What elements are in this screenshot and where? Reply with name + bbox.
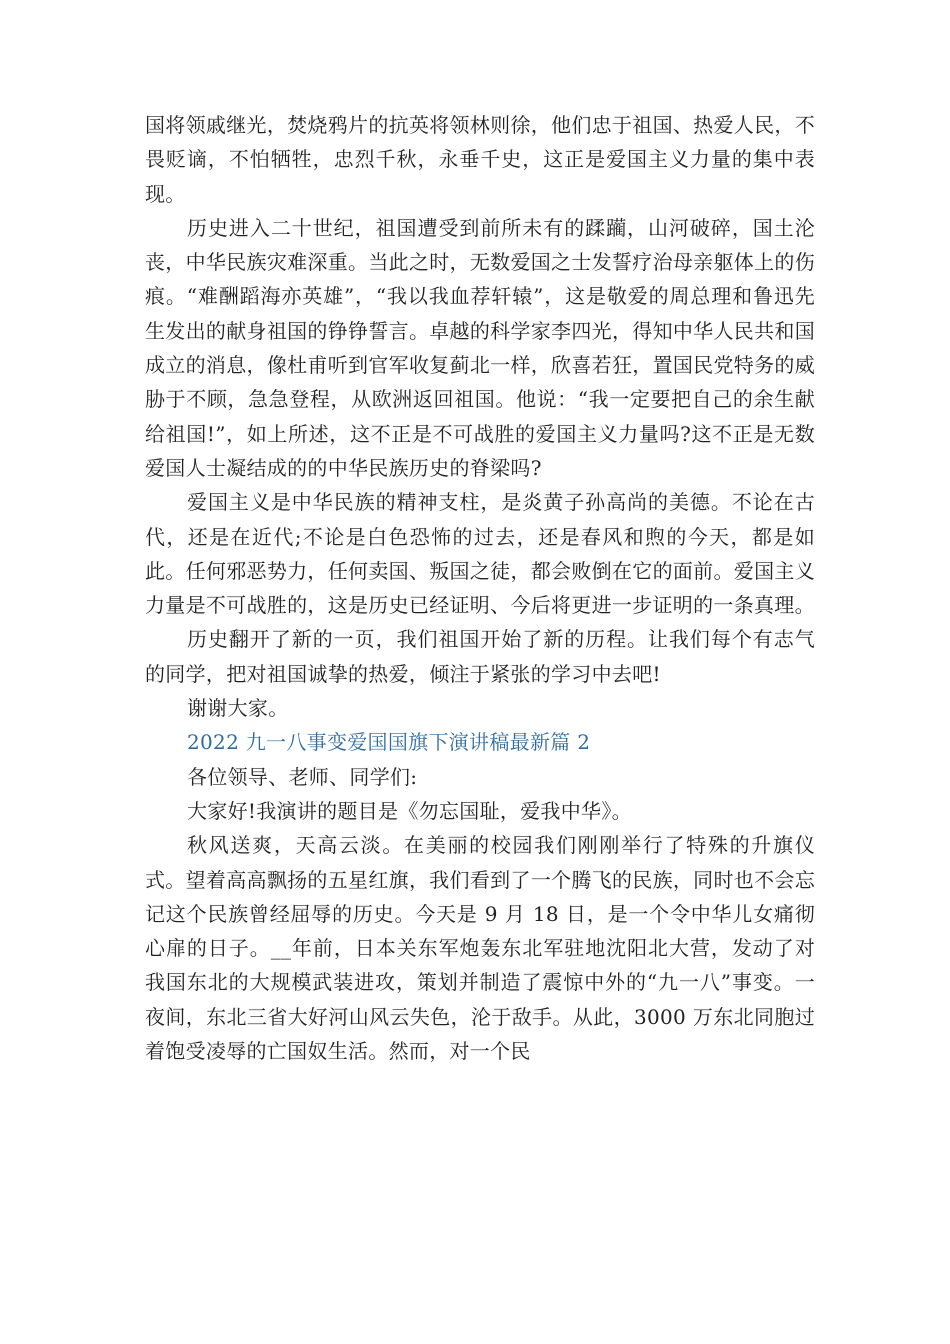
paragraph: 历史翻开了新的一页，我们祖国开始了新的历程。让我们每个有志气的同学，把对祖国诚挚的热爱，倾注于紧张的学习中去吧! <box>145 627 815 686</box>
paragraph: 秋风送爽，天高云淡。在美丽的校园我们刚刚举行了特殊的升旗仪式。望着高高飘扬的五星红旗，我们看到了一个腾飞的民族，同时也不会忘记这个民族曾经屈辱的历史。今天是 9 月 18 日，是一个令中华儿女痛彻心扉的日子。__年前，日本关东军炮轰东北军驻地沈阳北大营，发动了对我国东北的大规模武装进攻，策划并制造了震惊中外的“九一八”事变。一夜间，东北三省大好河山风云失色，沦于敌手。从此，3000 万东北同胞过着饱受凌辱的亡国奴生活。然而，对一个民 <box>145 833 815 1064</box>
paragraph: 爱国主义是中华民族的精神支柱，是炎黄子孙高尚的美德。不论在古代，还是在近代;不论是白色恐怖的过去，还是春风和煦的今天，都是如此。任何邪恶势力，任何卖国、叛国之徒，都会败倒在它的面前。爱国主义力量是不可战胜的，这是历史已经证明、今后将更进一步证明的一条真理。 <box>145 490 815 618</box>
paragraph: 大家好!我演讲的题目是《勿忘国耻，爱我中华》。 <box>187 798 632 823</box>
paragraph: 谢谢大家。 <box>187 696 289 721</box>
section-heading: 2022 九一八事变爱国国旗下演讲稿最新篇 2 <box>187 730 591 755</box>
paragraph: 国将领戚继光，焚烧鸦片的抗英将领林则徐，他们忠于祖国、热爱人民，不畏贬谪，不怕牺牲，忠烈千秋，永垂千史，这正是爱国主义力量的集中表现。 <box>145 113 815 206</box>
paragraph: 历史进入二十世纪，祖国遭受到前所未有的蹂躏，山河破碎，国土沦丧，中华民族灾难深重。当此之时，无数爱国之士发誓疗治母亲躯体上的伤痕。“难酬蹈海亦英雄”，“我以我血荐轩辕”，这是敬爱的周总理和鲁迅先生发出的献身祖国的铮铮誓言。卓越的科学家李四光，得知中华人民共和国成立的消息，像杜甫听到官军收复蓟北一样，欣喜若狂，置国民党特务的威胁于不顾，急急登程，从欧洲返回祖国。他说：“我一定要把自己的余生献给祖国!”，如上所述，这不正是不可战胜的爱国主义力量吗?这不正是无数爱国人士凝结成的的中华民族历史的脊梁吗? <box>145 215 815 480</box>
paragraph: 各位领导、老师、同学们: <box>187 764 418 789</box>
document-body <box>145 108 815 1068</box>
